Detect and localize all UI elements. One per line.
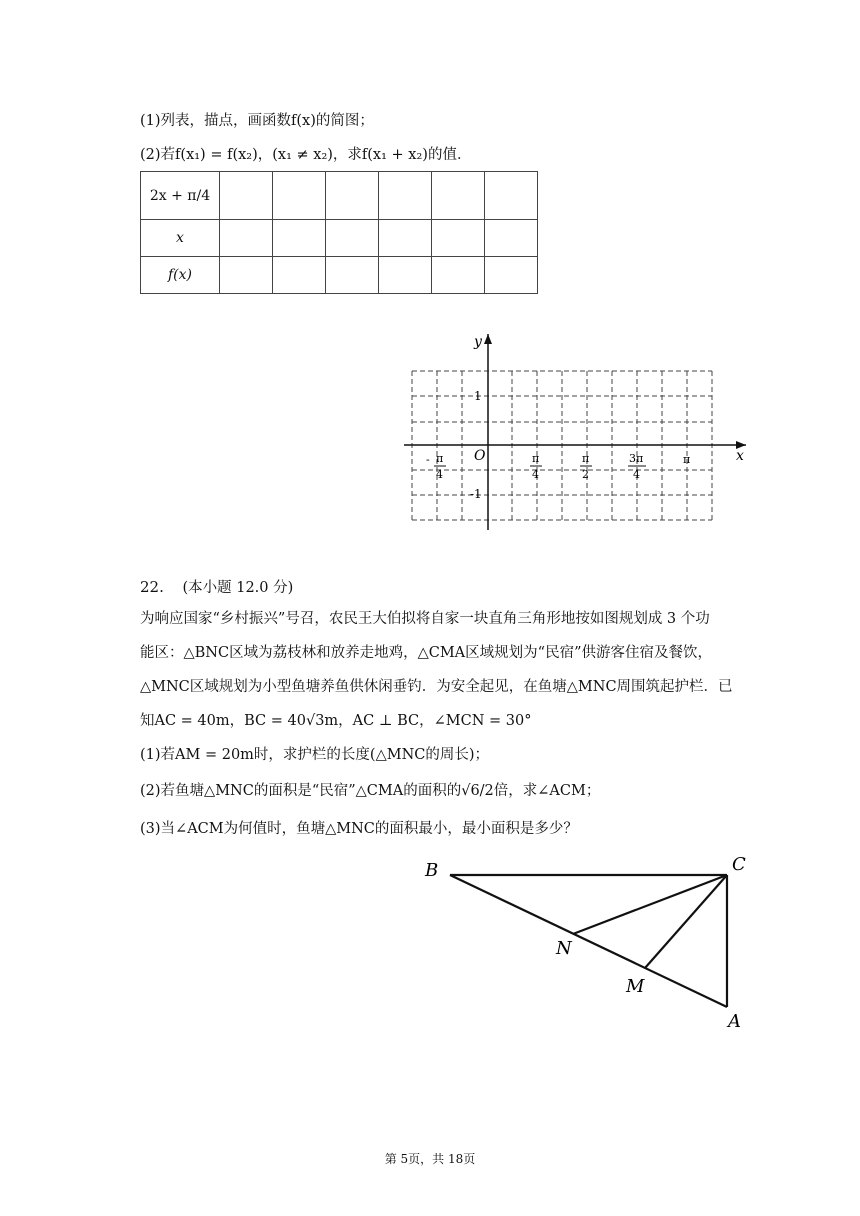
table-header-2x-plus-pi4: 2x + π/4 xyxy=(141,172,220,220)
svg-text:π: π xyxy=(582,452,590,465)
q21-part2: (2)若f(x₁) = f(x₂)，(x₁ ≠ x₂)，求f(x₁ + x₂)的值． xyxy=(140,147,472,163)
table-cell xyxy=(326,172,379,220)
coordinate-grid-figure xyxy=(400,330,760,535)
value-table xyxy=(140,171,538,294)
x-tick-labels xyxy=(426,452,690,481)
triangle-figure xyxy=(410,850,770,1035)
svg-text:3π: 3π xyxy=(629,452,644,465)
q22-stem-line3: △MNC区域规划为小型鱼塘养鱼供休闲垂钓．为安全起见，在鱼塘△MNC周围筑起护栏．已 xyxy=(140,679,733,695)
svg-text:-: - xyxy=(426,453,430,466)
table-cell xyxy=(379,257,432,294)
table-cell xyxy=(432,220,485,257)
table-cell xyxy=(220,172,273,220)
q22-header xyxy=(140,576,293,599)
table-cell xyxy=(485,257,538,294)
table-cell xyxy=(432,172,485,220)
svg-text:π: π xyxy=(683,453,691,466)
q22-part1: (1)若AM = 20m时，求护栏的长度(△MNC的周长)； xyxy=(140,747,490,763)
table-cell xyxy=(273,257,326,294)
q22-part3: (3)当∠ACM为何值时，鱼塘△MNC的面积最小，最小面积是多少？ xyxy=(140,821,578,837)
x-axis-label: x xyxy=(736,448,744,464)
table-cell xyxy=(273,220,326,257)
svg-text:2: 2 xyxy=(582,468,589,481)
origin-label: O xyxy=(474,448,486,464)
segment-CN xyxy=(573,875,727,934)
svg-text:4: 4 xyxy=(436,468,443,481)
point-B-label: B xyxy=(425,860,439,881)
svg-text:4: 4 xyxy=(633,468,640,481)
svg-text:π: π xyxy=(436,452,444,465)
q22-stem-line1: 为响应国家“乡村振兴”号召，农民王大伯拟将自家一块直角三角形地按如图规划成 3 个功 xyxy=(140,611,710,627)
y-axis-label: y xyxy=(474,334,482,350)
table-cell xyxy=(326,257,379,294)
table-cell xyxy=(379,172,432,220)
page-footer: 第 5页，共 18页 xyxy=(384,1152,476,1166)
table-cell xyxy=(220,220,273,257)
table-cell xyxy=(485,220,538,257)
table-cell xyxy=(220,257,273,294)
table-cell xyxy=(379,220,432,257)
y-tick-minus-1: -1 xyxy=(470,487,482,501)
q22-stem-line2: 能区：△BNC区域为荔枝林和放养走地鸡，△CMA区域规划为“民宿”供游客住宿及餐饮， xyxy=(140,645,712,661)
point-C-label: C xyxy=(732,854,746,875)
segment-CM xyxy=(645,875,727,968)
point-A-label: A xyxy=(728,1011,741,1032)
q22-part2: (2)若鱼塘△MNC的面积是“民宿”△CMA的面积的√6/2倍，求∠ACM； xyxy=(140,783,601,799)
q21-part1: (1)列表，描点，画函数f(x)的简图； xyxy=(140,113,374,129)
table-header-x: x xyxy=(141,220,220,257)
question-score: (本小题 12.0 分) xyxy=(182,580,294,596)
svg-text:4: 4 xyxy=(532,468,539,481)
q22-stem-line4: 知AC = 40m，BC = 40√3m，AC ⊥ BC，∠MCN = 30° xyxy=(140,713,532,729)
y-axis-arrow xyxy=(484,334,492,344)
question-number: 22. xyxy=(140,578,164,596)
svg-text:π: π xyxy=(532,452,540,465)
point-M-label: M xyxy=(626,976,645,997)
table-cell xyxy=(485,172,538,220)
table-header-fx: f(x) xyxy=(141,257,220,294)
segment-BA xyxy=(450,875,727,1007)
point-N-label: N xyxy=(556,938,572,959)
y-tick-1: 1 xyxy=(474,389,482,403)
table-cell xyxy=(273,172,326,220)
table-cell xyxy=(326,220,379,257)
table-cell xyxy=(432,257,485,294)
